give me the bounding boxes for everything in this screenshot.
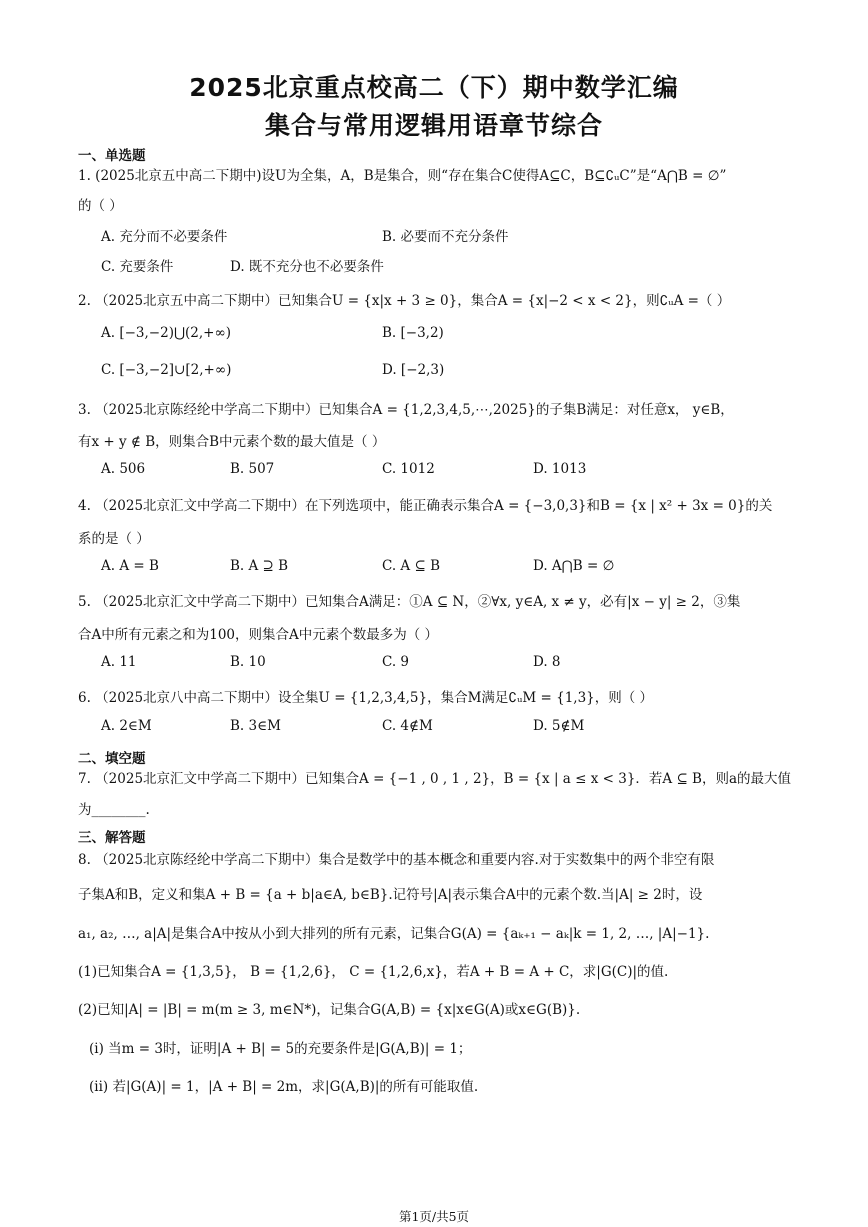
section-heading-solution: 三、解答题 — [78, 830, 146, 846]
question-6-option-b: B. 3∈M — [230, 718, 281, 734]
question-2-option-d: D. [−2,3) — [382, 362, 445, 378]
question-8-part-2-i: (i) 当m = 3时，证明|A + B| = 5的充要条件是|G(A,B)| = 1； — [89, 1041, 472, 1057]
question-5-option-a: A. 11 — [101, 654, 137, 670]
document-title: 2025北京重点校高二（下）期中数学汇编 — [189, 73, 679, 102]
question-8-part-2: (2)已知|A| = |B| = m(m ≥ 3, m∈N*)，记集合G(A,B) = {x|x∈G(A)或x∈G(B)}. — [78, 1002, 581, 1018]
question-2-stem: 2. （2025北京五中高二下期中）已知集合U = {x|x + 3 ≥ 0}，集合A = {x|−2 < x < 2}，则∁ᵤA =（ ） — [78, 293, 731, 309]
question-1-option-a: A. 充分而不必要条件 — [101, 229, 228, 245]
question-2-option-c: C. [−3,−2]∪[2,+∞) — [101, 362, 232, 378]
section-heading-single-choice: 一、单选题 — [78, 148, 146, 164]
question-1-option-d: D. 既不充分也不必要条件 — [230, 259, 384, 275]
question-5-stem-cont: 合A中所有元素之和为100，则集合A中元素个数最多为（ ） — [78, 627, 439, 643]
question-6-option-d: D. 5∉M — [533, 718, 585, 734]
document-subtitle: 集合与常用逻辑用语章节综合 — [264, 111, 603, 140]
question-3-stem: 3. （2025北京陈经纶中学高二下期中）已知集合A = {1,2,3,4,5,⋯,2025}的子集B满足：对任意x， y∈B， — [78, 402, 734, 418]
question-6-option-a: A. 2∈M — [101, 718, 152, 734]
question-1-stem-cont: 的（ ） — [78, 198, 123, 214]
question-8-stem-cont-2: a₁, a₂, …, a|A|是集合A中按从小到大排列的所有元素，记集合G(A) = {aₖ₊₁ − aₖ|k = 1, 2, …, |A|−1}. — [78, 926, 710, 942]
question-7-stem-cont: 为________. — [78, 802, 150, 818]
question-2-option-b: B. [−3,2) — [382, 325, 444, 341]
question-1-option-c: C. 充要条件 — [101, 259, 174, 275]
question-8-part-1: (1)已知集合A = {1,3,5}， B = {1,2,6}， C = {1,2,6,x}，若A + B = A + C，求|G(C)|的值. — [78, 964, 669, 980]
question-5-option-d: D. 8 — [533, 654, 561, 670]
question-4-stem-cont: 系的是（ ） — [78, 531, 150, 547]
question-4-option-a: A. A = B — [101, 558, 159, 574]
question-6-option-c: C. 4∉M — [382, 718, 433, 734]
question-3-option-d: D. 1013 — [533, 461, 587, 477]
question-2-option-a: A. [−3,−2)⋃(2,+∞) — [101, 325, 232, 341]
question-5-option-b: B. 10 — [230, 654, 266, 670]
question-6-stem: 6. （2025北京八中高二下期中）设全集U = {1,2,3,4,5}，集合M满足∁ᵤM = {1,3}，则（ ） — [78, 690, 654, 706]
question-3-option-a: A. 506 — [101, 461, 146, 477]
question-3-stem-cont: 有x + y ∉ B，则集合B中元素个数的最大值是（ ） — [78, 434, 386, 450]
question-8-part-2-ii: (ii) 若|G(A)| = 1，|A + B| = 2m，求|G(A,B)|的所有可能取值. — [89, 1079, 479, 1095]
question-1-stem: 1. (2025北京五中高二下期中)设U为全集，A，B是集合，则“存在集合C使得A⊆C，B⊆∁ᵤC”是“A⋂B = ∅” — [78, 168, 727, 184]
question-4-stem: 4. （2025北京汇文中学高二下期中）在下列选项中，能正确表示集合A = {−3,0,3}和B = {x | x² + 3x = 0}的关 — [78, 498, 773, 514]
question-8-stem-cont: 子集A和B，定义和集A + B = {a + b|a∈A, b∈B}.记符号|A|表示集合A中的元素个数.当|A| ≥ 2时，设 — [78, 887, 703, 903]
question-3-option-c: C. 1012 — [382, 461, 435, 477]
question-1-option-b: B. 必要而不充分条件 — [382, 229, 509, 245]
question-3-option-b: B. 507 — [230, 461, 275, 477]
question-4-option-d: D. A⋂B = ∅ — [533, 558, 615, 574]
question-4-option-b: B. A ⊇ B — [230, 558, 289, 574]
page-number: 第1页/共5页 — [398, 1209, 470, 1224]
section-heading-fill-in: 二、填空题 — [78, 751, 146, 767]
question-4-option-c: C. A ⊆ B — [382, 558, 440, 574]
question-5-stem: 5. （2025北京汇文中学高二下期中）已知集合A满足：①A ⊆ N，②∀x, y∈A, x ≠ y，必有|x − y| ≥ 2，③集 — [78, 594, 741, 610]
question-7-stem: 7. （2025北京汇文中学高二下期中）已知集合A = {−1 , 0 , 1 , 2}，B = {x | a ≤ x < 3}．若A ⊆ B，则a的最大值 — [78, 771, 792, 787]
question-5-option-c: C. 9 — [382, 654, 410, 670]
question-8-stem: 8. （2025北京陈经纶中学高二下期中）集合是数学中的基本概念和重要内容.对于实数集中的两个非空有限 — [78, 852, 715, 868]
